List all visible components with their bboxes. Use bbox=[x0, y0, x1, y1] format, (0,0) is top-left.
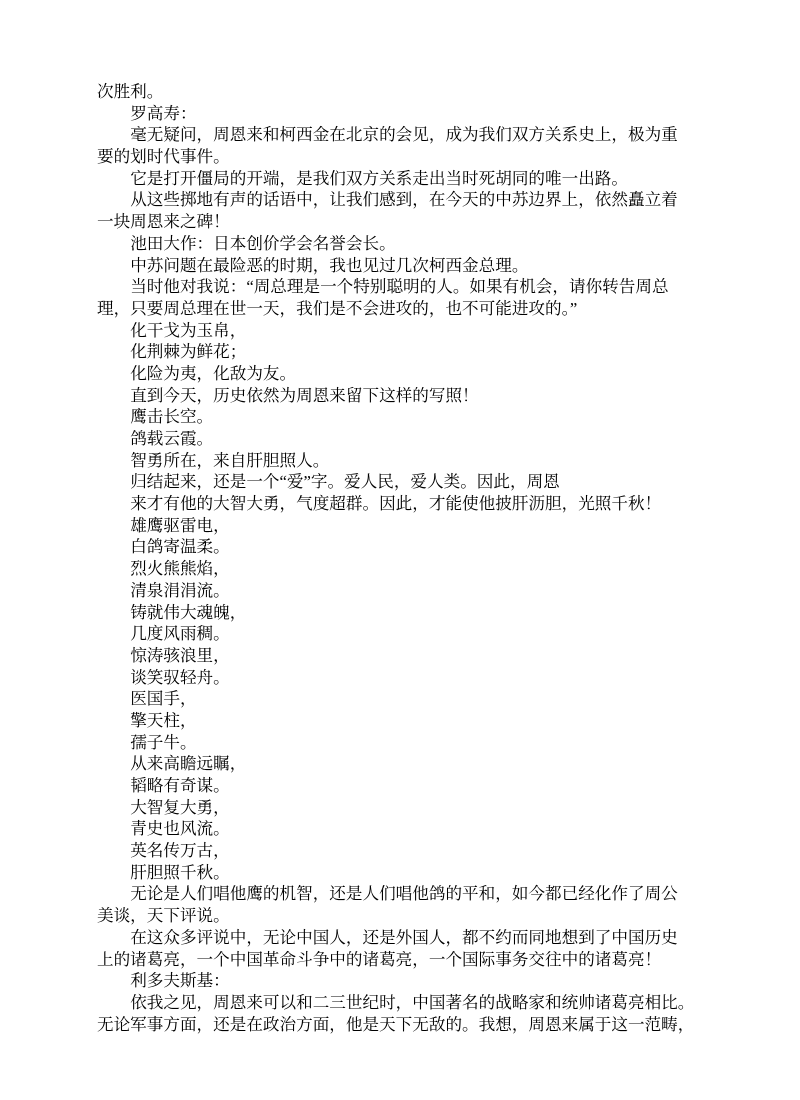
text-line: 无论是人们唱他鹰的机智，还是人们唱他鸽的平和，如今都已经化作了周公 bbox=[130, 884, 678, 904]
text-line: 次胜利。 bbox=[97, 82, 164, 101]
text-line: 医国手， bbox=[130, 689, 197, 709]
text-line: 池田大作：日本创价学会名誉会长。 bbox=[130, 233, 396, 253]
text-line: 罗高寿： bbox=[130, 103, 197, 123]
text-line: 化干戈为玉帛， bbox=[130, 320, 247, 340]
text-line: 依我之见，周恩来可以和二三世纪时，中国著名的战略家和统帅诸葛亮相比。 bbox=[130, 992, 695, 1012]
text-line: 韬略有奇谋。 bbox=[130, 776, 230, 795]
text-line: 大智复大勇， bbox=[130, 797, 230, 817]
text-line: 从来高瞻远瞩， bbox=[130, 754, 247, 774]
text-line: 化荆棘为鲜花； bbox=[130, 342, 247, 362]
text-line: 它是打开僵局的开端，是我们双方关系走出当时死胡同的唯一出路。 bbox=[130, 168, 628, 188]
text-line: 擎天柱， bbox=[130, 710, 197, 730]
text-line: 几度风雨稠。 bbox=[130, 624, 230, 644]
text-line: 谈笑驭轻舟。 bbox=[130, 667, 230, 687]
text-line: 鸽载云霞。 bbox=[130, 429, 214, 448]
text-line: 毫无疑问，周恩来和柯西金在北京的会见，成为我们双方关系史上，极为重 bbox=[130, 125, 678, 145]
text-line: 英名传万古， bbox=[130, 841, 230, 861]
text-line: 惊涛骇浪里， bbox=[130, 645, 230, 665]
text-line: 化险为夷，化敌为友。 bbox=[130, 363, 297, 383]
text-line: 孺子牛。 bbox=[130, 732, 197, 752]
text-line: 智勇所在，来自肝胆照人。 bbox=[130, 450, 330, 470]
text-line: 肝胆照千秋。 bbox=[130, 862, 230, 882]
text-line: 直到今天，历史依然为周恩来留下这样的写照！ bbox=[130, 385, 479, 405]
text-line: 清泉涓涓流。 bbox=[130, 580, 230, 600]
text-line: 从这些掷地有声的话语中，让我们感到，在今天的中苏边界上，依然矗立着 bbox=[130, 190, 678, 210]
text-line: 中苏问题在最险恶的时期，我也见过几次柯西金总理。 bbox=[130, 255, 529, 275]
text-line: 要的划时代事件。 bbox=[97, 147, 230, 167]
text-line: 归结起来，还是一个“爱”字。爱人民，爱人类。因此，周恩 bbox=[130, 472, 560, 492]
text-line: 雄鹰驱雷电， bbox=[130, 515, 230, 535]
text-line: 理，只要周总理在世一天，我们是不会进攻的，也不可能进攻的。” bbox=[97, 298, 578, 318]
text-line: 利多夫斯基： bbox=[130, 971, 230, 991]
text-line: 上的诸葛亮，一个中国革命斗争中的诸葛亮，一个国际事务交往中的诸葛亮！ bbox=[97, 949, 662, 969]
text-line: 无论军事方面，还是在政治方面，他是天下无敌的。我想，周恩来属于这一范畴， bbox=[97, 1014, 695, 1034]
text-line: 来才有他的大智大勇，气度超群。因此，才能使他披肝沥胆，光照千秋！ bbox=[130, 494, 662, 514]
text-line: 烈火熊熊焰， bbox=[130, 559, 230, 579]
text-line: 美谈，天下评说。 bbox=[97, 906, 230, 926]
text-line: 在这众多评说中，无论中国人，还是外国人，都不约而同地想到了中国历史 bbox=[130, 927, 678, 947]
text-line: 一块周恩来之碑！ bbox=[97, 212, 230, 232]
text-line: 鹰击长空。 bbox=[130, 407, 214, 427]
text-line: 白鸽寄温柔。 bbox=[130, 537, 230, 557]
text-line: 当时他对我说：“周总理是一个特别聪明的人。如果有机会，请你转告周总 bbox=[130, 277, 669, 297]
document-text-block bbox=[97, 81, 703, 1035]
text-line: 铸就伟大魂魄， bbox=[130, 602, 247, 622]
text-line: 青史也风流。 bbox=[130, 819, 230, 839]
